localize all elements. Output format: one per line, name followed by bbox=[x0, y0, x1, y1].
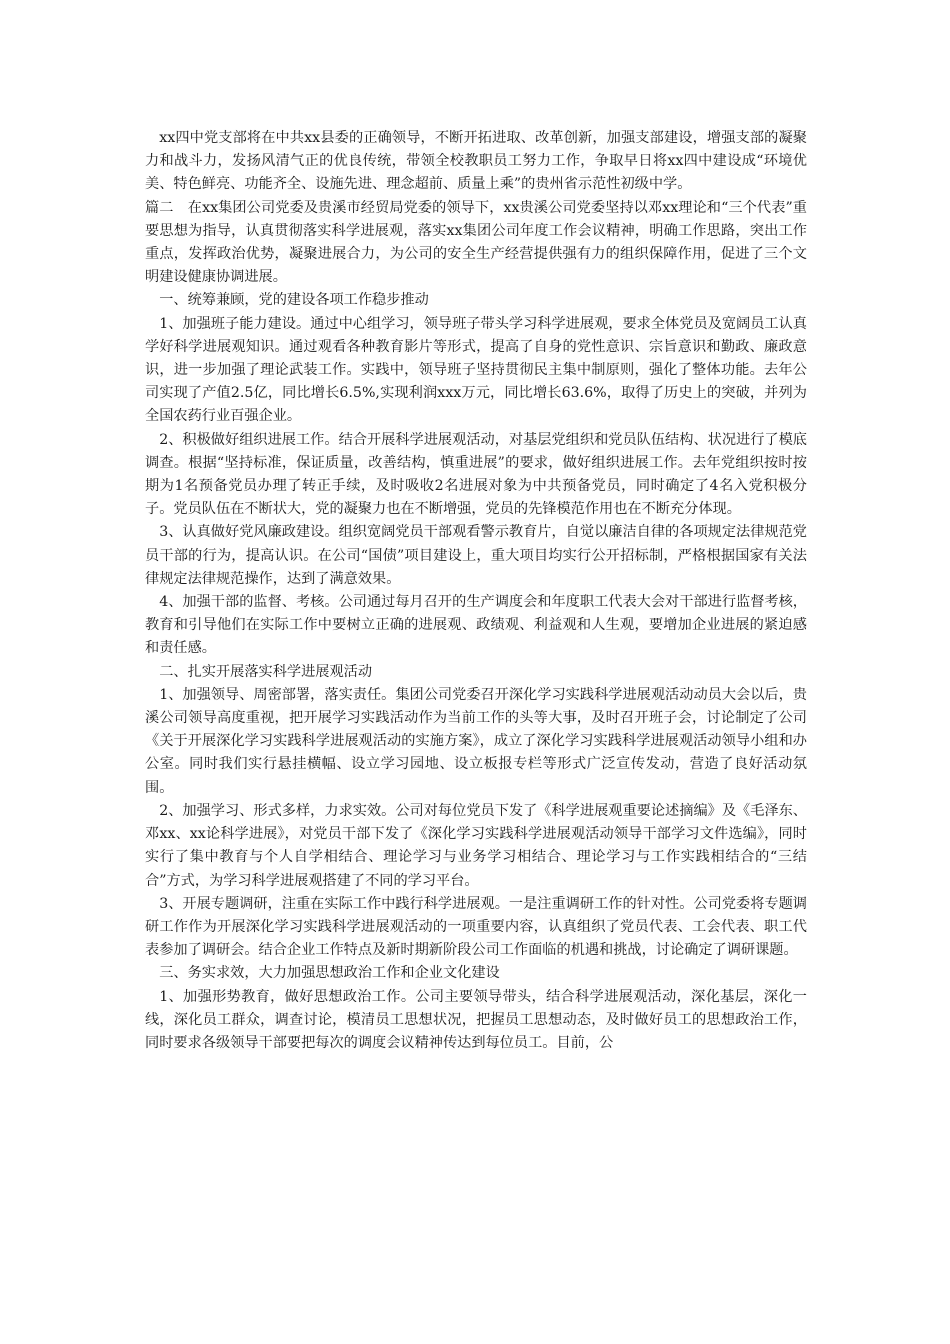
paragraph-item-3-1: 1、加强形势教育，做好思想政治工作。公司主要领导带头，结合科学进展观活动，深化基层，深化一线，深化员工群众，调查讨论，模清员工思想状况，把握员工思想动态，及时做好员工的思想政治工作，同时要求各级领导干部要把每次的调度会议精神传达到每位员工。目前，公 bbox=[145, 988, 807, 1051]
paragraph-item-2-2: 2、加强学习、形式多样，力求实效。公司对每位党员下发了《科学进展观重要论述摘编》及《毛泽东、邓xx、xx论科学进展》，对党员干部下发了《深化学习实践科学进展观活动领导干部学习文件选编》，同时实行了集中教育与个人自学相结合、理论学习与业务学习相结合、理论学习与工作实践相结合的“三结合”方式，为学习科学进展观搭建了不同的学习平台。 bbox=[145, 802, 807, 889]
section-heading-3: 三、务实求效，大力加强思想政治工作和企业文化建设 bbox=[159, 965, 500, 982]
paragraph-item-1-3: 3、认真做好党风廉政建设。组织宽阔党员干部观看警示教育片，自觉以廉洁自律的各项规定法律规范党员干部的行为，提高认识。在公司“国债”项目建设上，重大项目均实行公开招标制，严格根据国家有关法律规定法律规范操作，达到了满意效果。 bbox=[145, 524, 807, 587]
paragraph-2-heading: 篇二 在xx集团公司党委及贵溪市经贸局党委的领导下，xx贵溪公司党委坚持以邓xx理论和“三个代表”重要思想为指导，认真贯彻落实科学进展观，落实xx集团公司年度工作会议精神，明确工作思路，突出工作重点，发挥政治优势，凝聚进展合力，为公司的安全生产经营提供强有力的组织保障作用，促进了三个文明建设健康协调进展。 bbox=[145, 199, 807, 286]
paragraph-1: xx四中党支部将在中共xx县委的正确领导，不断开拓进取、改革创新，加强支部建设，增强支部的凝聚力和战斗力，发扬风清气正的优良传统，带领全校教职员工努力工作，争取早日将xx四中建设成“环境优美、特色鲜亮、功能齐全、设施先进、理念超前、质量上乘”的贵州省示范性初级中学。 bbox=[145, 130, 807, 193]
section-heading-1: 一、统筹兼顾，党的建设各项工作稳步推动 bbox=[159, 292, 429, 309]
document-body bbox=[145, 127, 807, 1055]
paragraph-item-1-1: 1、加强班子能力建设。通过中心组学习，领导班子带头学习科学进展观，要求全体党员及宽阔员工认真学好科学进展观知识。通过观看各种教育影片等形式，提高了自身的党性意识、宗旨意识和勤政、廉政意识，进一步加强了理论武装工作。实践中，领导班子坚持贯彻民主集中制原则，强化了整体功能。去年公司实现了产值2.5亿，同比增长6.5%,实现利润xxx万元，同比增长63.6%，取得了历史上的突破，并列为全国农药行业百强企业。 bbox=[145, 315, 807, 425]
paragraph-item-1-4: 4、加强干部的监督、考核。公司通过每月召开的生产调度会和年度职工代表大会对干部进行监督考核，教育和引导他们在实际工作中要树立正确的进展观、政绩观、利益观和人生观，要增加企业进展的紧迫感和责任感。 bbox=[145, 594, 807, 657]
paragraph-item-2-3: 3、开展专题调研，注重在实际工作中践行科学进展观。一是注重调研工作的针对性。公司党委将专题调研工作作为开展深化学习实践科学进展观活动的一项重要内容，认真组织了党员代表、工会代表、职工代表参加了调研会。结合企业工作特点及新时期新阶段公司工作面临的机遇和挑战，讨论确定了调研课题。 bbox=[145, 895, 807, 959]
paragraph-item-1-2: 2、积极做好组织进展工作。结合开展科学进展观活动，对基层党组织和党员队伍结构、状况进行了模底调查。根据“坚持标准，保证质量，改善结构，慎重进展”的要求，做好组织进展工作。去年党组织按时按期为1名预备党员办理了转正手续，及时吸收2名进展对象为中共预备党员，同时确定了4名入党积极分子。党员队伍在不断状大，党的凝聚力也在不断增强，党员的先锋模范作用也在不断充分体现。 bbox=[145, 431, 807, 518]
section-heading-2: 二、扎实开展落实科学进展观活动 bbox=[159, 663, 373, 680]
paragraph-item-2-1: 1、加强领导、周密部署，落实责任。集团公司党委召开深化学习实践科学进展观活动动员大会以后，贵溪公司领导高度重视，把开展学习实践活动作为当前工作的头等大事，及时召开班子会，讨论制定了公司《关于开展深化学习实践科学进展观活动的实施方案》，成立了深化学习实践科学进展观活动领导小组和办公室。同时我们实行悬挂横幅、设立学习园地、设立板报专栏等形式广泛宣传发动，营造了良好活动氛围。 bbox=[145, 686, 807, 796]
